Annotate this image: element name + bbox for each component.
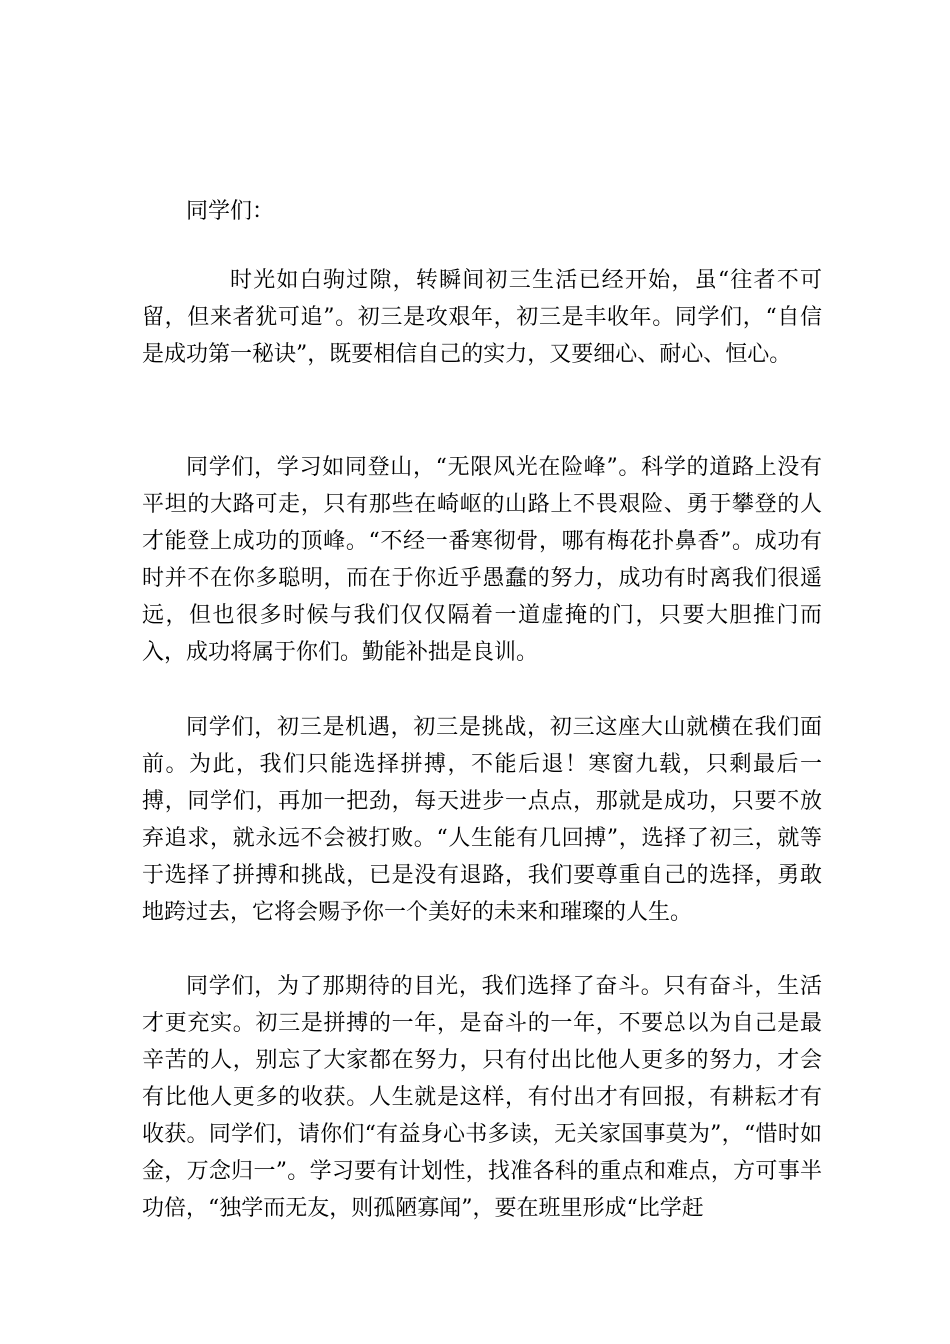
paragraph-4: 同学们，为了那期待的目光，我们选择了奋斗。只有奋斗，生活才更充实。初三是拼搏的一年，是奋斗的一年，不要总以为自己是最辛苦的人，别忘了大家都在努力，只有付出比他人更多的努力，才会有比他人更多的收获。人生就是这样，有付出才有回报，有耕耘才有收获。同学们，请你们“有益身心书多读，无关家国事莫为”，“惜时如金，万念归一”。学习要有计划性，找准各科的重点和难点，方可事半功倍，“独学而无友，则孤陋寡闻”，要在班里形成“比学赶 <box>142 974 822 1221</box>
paragraph-3: 同学们，初三是机遇，初三是挑战，初三这座大山就横在我们面前。为此，我们只能选择拼搏，不能后退！寒窗九载，只剩最后一搏，同学们，再加一把劲，每天进步一点点，那就是成功，只要不放弃追求，就永远不会被打败。“人生能有几回搏”，选择了初三，就等于选择了拼搏和挑战，已是没有退路，我们要尊重自己的选择，勇敢地跨过去，它将会赐予你一个美好的未来和璀璨的人生。 <box>142 715 822 925</box>
salutation: 同学们： <box>186 199 275 224</box>
paragraph-1: 时光如白驹过隙，转瞬间初三生活已经开始，虽“往者不可留，但来者犹可追”。初三是攻艰年，初三是丰收年。同学们，“自信是成功第一秘诀”，既要相信自己的实力，又要细心、耐心、恒心。 <box>142 268 822 367</box>
paragraph-2: 同学们，学习如同登山，“无限风光在险峰”。科学的道路上没有平坦的大路可走，只有那些在崎岖的山路上不畏艰险、勇于攀登的人才能登上成功的顶峰。“不经一番寒彻骨，哪有梅花扑鼻香”。成功有时并不在你多聪明，而在于你近乎愚蠢的努力，成功有时离我们很遥远，但也很多时候与我们仅仅隔着一道虚掩的门，只要大胆推门而入，成功将属于你们。勤能补拙是良训。 <box>142 455 822 665</box>
